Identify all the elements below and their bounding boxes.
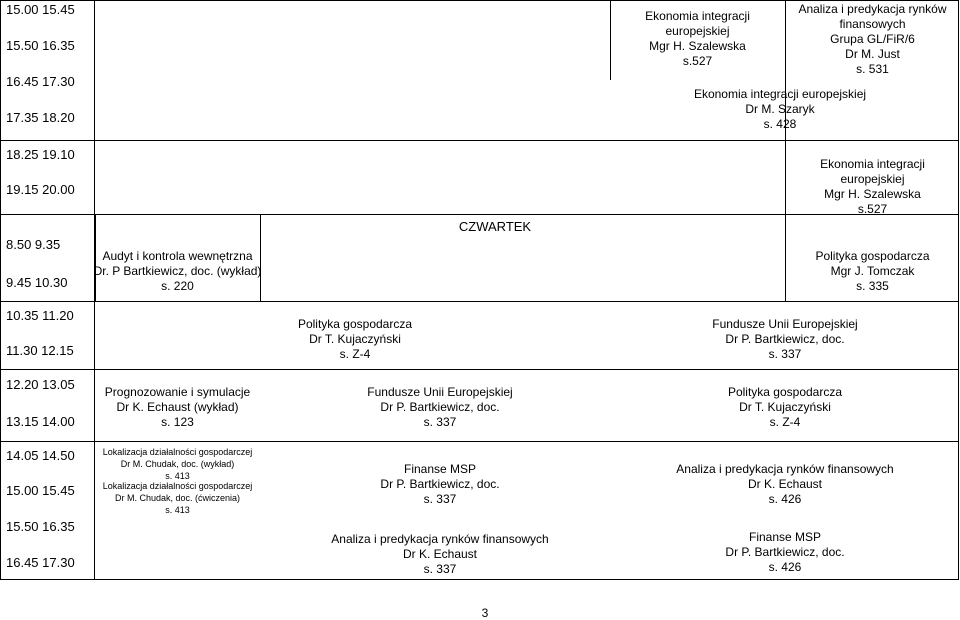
grid-col-divider	[785, 0, 786, 301]
class-entry: Analiza i predykacja rynków finansowych Dr K. Echaust s. 426	[676, 461, 894, 506]
time-slot: 18.25 19.10	[6, 147, 75, 162]
time-slot: 16.45 17.30	[6, 74, 75, 89]
page-number: 3	[481, 606, 489, 620]
time-slot: 15.00 15.45	[6, 2, 75, 17]
day-label: CZWARTEK	[458, 218, 532, 234]
class-entry: Analiza i predykacja rynków finansowych Grupa GL/FiR/6 Dr M. Just s. 531	[798, 1, 947, 76]
time-slot: 16.45 17.30	[6, 555, 75, 570]
grid-row-divider	[0, 301, 959, 302]
time-slot: 19.15 20.00	[6, 182, 75, 197]
class-entry: Ekonomia integracji europejskiej Dr M. Szaryk s. 428	[693, 86, 867, 131]
grid-row-divider	[0, 441, 959, 442]
time-slot: 15.50 16.35	[6, 519, 75, 534]
time-slot: 9.45 10.30	[6, 275, 68, 290]
grid-row-divider	[0, 369, 959, 370]
class-entry: Polityka gospodarcza Mgr J. Tomczak s. 335	[815, 248, 930, 293]
class-entry: Analiza i predykacja rynków finansowych Dr K. Echaust s. 337	[331, 531, 549, 576]
class-entry: Audyt i kontrola wewnętrzna Dr. P Bartkiewicz, doc. (wykład) s. 220	[93, 248, 262, 293]
time-slot: 13.15 14.00	[6, 414, 75, 429]
class-entry: Polityka gospodarcza Dr T. Kujaczyński s. Z-4	[297, 316, 413, 361]
time-slot: 15.00 15.45	[6, 483, 75, 498]
class-entry: Ekonomia integracji europejskiej Mgr H. Szalewska s.527	[820, 157, 925, 216]
class-entry: Fundusze Unii Europejskiej Dr P. Bartkiewicz, doc. s. 337	[367, 384, 513, 429]
class-entry: Lokalizacja działalności gospodarczej Dr M. Chudak, doc. (ćwiczenia) s. 413	[102, 481, 253, 515]
grid-row-divider	[0, 140, 959, 141]
time-slot: 17.35 18.20	[6, 110, 75, 125]
time-slot: 11.30 12.15	[6, 343, 74, 358]
time-slot: 12.20 13.05	[6, 377, 75, 392]
time-slot: 10.35 11.20	[6, 308, 74, 323]
class-entry: Finanse MSP Dr P. Bartkiewicz, doc. s. 426	[725, 529, 845, 574]
class-entry: Fundusze Unii Europejskiej Dr P. Bartkiewicz, doc. s. 337	[712, 316, 858, 361]
class-entry: Finanse MSP Dr P. Bartkiewicz, doc. s. 337	[380, 461, 500, 506]
class-entry: Ekonomia integracji europejskiej Mgr H. Szalewska s.527	[645, 9, 750, 68]
grid-col-divider	[610, 0, 611, 80]
grid-col-divider	[95, 214, 96, 301]
time-slot: 8.50 9.35	[6, 237, 61, 252]
time-slot: 14.05 14.50	[6, 448, 75, 463]
time-slot: 15.50 16.35	[6, 38, 75, 53]
class-entry: Prognozowanie i symulacje Dr K. Echaust (wykład) s. 123	[104, 384, 251, 429]
class-entry: Polityka gospodarcza Dr T. Kujaczyński s. Z-4	[727, 384, 843, 429]
class-entry: Lokalizacja działalności gospodarczej Dr M. Chudak, doc. (wykład) s. 413	[102, 447, 253, 481]
grid-col-divider	[260, 214, 261, 301]
